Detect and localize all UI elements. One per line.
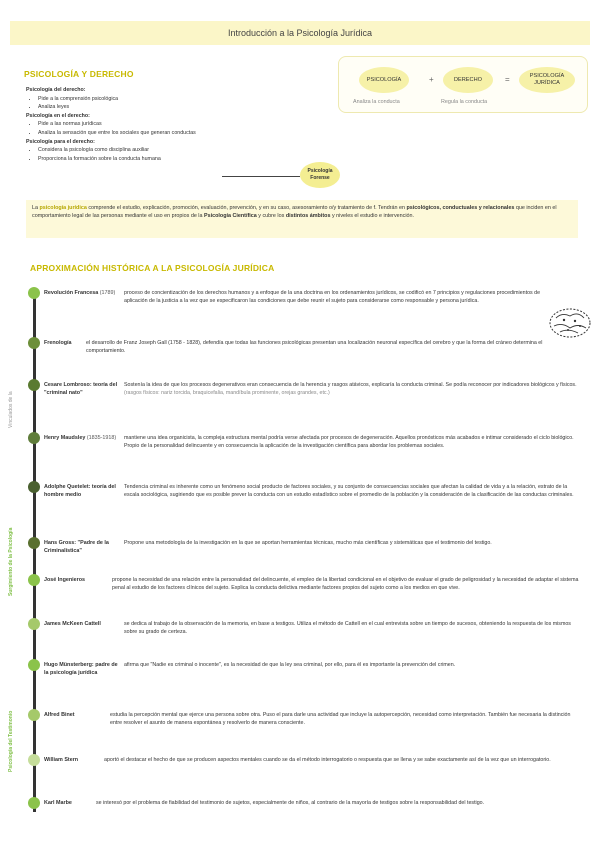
entry-description: se dedica al trabajo de la observación de la memoria, en base a testigos. Utiliza el método de Cattell en el cual entrevista sobre un tiempo de sucesos, obteniendo la respuesta de los mismos sobre su grado de certeza. bbox=[124, 621, 571, 636]
role-label: Psicología Forense bbox=[307, 168, 333, 181]
group-psychology-for-law bbox=[26, 138, 326, 164]
definition-text: Tendrán en bbox=[378, 205, 407, 211]
timeline-entry-name bbox=[44, 576, 122, 584]
definition-text: que inciden en el comportamiento legal de las personas mediante el uso en propios de la bbox=[32, 205, 557, 220]
side-label-3: Psicología del Testimonio bbox=[8, 710, 14, 772]
definition-bold: Psicología Científica bbox=[204, 213, 257, 220]
definition-bold: psicológicos, conductuales y relacionales bbox=[406, 205, 515, 211]
entry-name-text: José Ingenieros bbox=[44, 577, 86, 583]
definition-bold: distintos ámbitos bbox=[285, 213, 331, 220]
timeline-entry-text bbox=[124, 381, 580, 397]
group-psychology-in-law bbox=[26, 112, 326, 138]
definition-text: y cubre los bbox=[256, 213, 286, 220]
entry-name-text: William Stern bbox=[44, 757, 79, 763]
page-title-banner bbox=[10, 21, 590, 45]
entry-name-text: Hugo Münsterberg: padre de la psicología jurídica bbox=[44, 662, 118, 676]
entry-year: (1835-1918) bbox=[86, 435, 117, 441]
timeline-entry-name bbox=[44, 620, 122, 628]
entry-name-text: Hans Gross: "Padre de la Criminalística" bbox=[44, 540, 109, 554]
timeline-entry-text bbox=[124, 483, 580, 499]
timeline-dot bbox=[28, 797, 40, 809]
page-title: Introducción a la Psicología Jurídica bbox=[227, 28, 373, 38]
side-label-1: Vinculados de la bbox=[8, 391, 14, 428]
timeline-entry-text bbox=[124, 289, 544, 305]
list-item: • Proporciona la formación sobre la conducta humana bbox=[38, 155, 326, 164]
equation-term-legal-psychology: PSICOLOGÍA JURÍDICA bbox=[519, 67, 575, 93]
side-label-2: Surgimiento de la Psicología bbox=[8, 527, 14, 596]
entry-description: afirma que "Nadie es criminal o inocente", es la necesidad de que la ley sea criminal, por ello, para él es importante la prevención del crimen. bbox=[124, 662, 456, 668]
entry-name-text: Frenología bbox=[44, 340, 72, 346]
equation-box bbox=[338, 56, 588, 113]
equation-sub-law: Regula la conducta bbox=[441, 99, 488, 105]
timeline-entry-text bbox=[124, 434, 580, 450]
connector-line bbox=[222, 176, 300, 177]
definition-term: psicología jurídica bbox=[39, 205, 87, 211]
entry-year: (1789) bbox=[99, 290, 116, 296]
entry-name-text: Henry Maudsley bbox=[44, 435, 86, 441]
group-psychology-of-law bbox=[26, 86, 326, 112]
entry-description: proceso de concientización de los derechos humanos y a enfoque de la una doctrina en los ordenamientos jurídicos, se codificó en 7 principios y regulaciones procedimientos de aplicación de la justicia a la vez que se especificaron las condiciones que debe reunir el sujeto para considerarse como responsable y persona jurídica. bbox=[124, 290, 541, 305]
list-item: • Considera la psicología como disciplina auxiliar bbox=[38, 146, 326, 155]
timeline-dot bbox=[28, 337, 40, 349]
timeline-dot bbox=[28, 574, 40, 586]
timeline-dot bbox=[28, 659, 40, 671]
equation-term-law: DERECHO bbox=[443, 67, 493, 93]
list-item: • Pide a las normas jurídicas bbox=[38, 120, 326, 129]
timeline-entry-name bbox=[44, 289, 122, 297]
entry-name-text: Adolphe Quetelet: teoría del hombre medio bbox=[44, 484, 116, 498]
group-head: Psicología en el derecho: bbox=[26, 112, 90, 119]
group-head: Psicología para el derecho: bbox=[26, 138, 95, 145]
timeline-entry-text bbox=[124, 620, 580, 636]
list-item: • Pide a la comprensión psicológica bbox=[38, 95, 326, 104]
timeline-entry-text bbox=[96, 799, 580, 807]
list-item: • Analiza leyes bbox=[38, 103, 326, 112]
timeline-entry-name bbox=[44, 539, 122, 555]
brain-icon bbox=[548, 306, 592, 340]
timeline-entry-text bbox=[124, 661, 580, 669]
definition-text: y niveles el estudio e intervención. bbox=[330, 213, 415, 220]
psychology-law-list bbox=[26, 86, 326, 163]
entry-description: se interesó por el problema de fiabilidad del testimonio de sujetos, especialmente de niños, al contrario de la mayoría de testigos sobre la responsabilidad del testigo. bbox=[96, 800, 485, 806]
section-title-psychology-law: PSICOLOGÍA Y DERECHO bbox=[24, 69, 134, 79]
list-item: • Analiza la sensación que entre los sociales que generan conductas bbox=[38, 129, 326, 138]
entry-description: Propone una metodología de la investigación en la que se aportan herramientas técnicas, mucho más científicas y sistemáticas que el testimonio del testigo. bbox=[124, 540, 492, 546]
entry-name-text: Alfred Binet bbox=[44, 712, 75, 718]
timeline-entry-text bbox=[104, 756, 580, 764]
entry-name-text: Revolución Francesa bbox=[44, 290, 99, 296]
timeline-entry-text bbox=[124, 539, 580, 547]
equation-sub-psychology: Analiza la conducta bbox=[353, 99, 400, 105]
timeline-dot bbox=[28, 754, 40, 766]
timeline-entry-text bbox=[86, 339, 580, 355]
timeline-entry-text bbox=[112, 576, 580, 592]
equation-term-psychology: PSICOLOGÍA bbox=[359, 67, 409, 93]
timeline-dot bbox=[28, 537, 40, 549]
definition-box bbox=[26, 200, 578, 238]
plus-operator: + bbox=[429, 75, 434, 84]
entry-name-text: Cesare Lombroso: teoría del "criminal nato" bbox=[44, 382, 118, 396]
entry-description: aportó el destacar el hecho de que se producen aspectos mentales cuando se da el método interrogatorio o respuesta que se llena y se sabe exactamente así de la vez que un interrogatorio. bbox=[104, 757, 551, 763]
entry-note: (rasgos físicos: nariz torcida, braquicefalia, mandíbula prominente, orejas grandes, etc.) bbox=[124, 390, 330, 397]
section-title-history: APROXIMACIÓN HISTÓRICA A LA PSICOLOGÍA JURÍDICA bbox=[30, 263, 275, 273]
entry-name-text: James McKeen Cattell bbox=[44, 621, 101, 627]
timeline-dot bbox=[28, 618, 40, 630]
timeline-dot bbox=[28, 287, 40, 299]
entry-description: Tendencia criminal es inherente como un fenómeno social producto de factores sociales, y su conjunto de consecuencias sociales que afectan la calidad de vida y a la relación, estrato de la escala sociológica, sugiriendo que es posible prever la conducta con un estudio estadístico sobre el promedio de la población y la consideración de la clasificación de las conductas criminales. bbox=[124, 484, 574, 499]
timeline-dot bbox=[28, 709, 40, 721]
timeline-entry-text bbox=[110, 711, 580, 727]
entry-description: mantiene una idea organicista, la compleja estructura mental podría verse afectada por procesos de degeneración. Aquellos pronósticos más acabados e intimar considerado el ciclo biológico. Propio de la personalidad delincuente y en consecuencia la aplicación de la investigación científica para abordar los problemas sociales. bbox=[124, 435, 574, 450]
timeline-dot bbox=[28, 481, 40, 493]
timeline-entry-name bbox=[44, 483, 122, 499]
timeline-entry-name bbox=[44, 381, 122, 397]
definition-text: La bbox=[32, 205, 40, 211]
entry-description: estudia la percepción mental que ejerce una persona sobre otra. Puso el para darle una actividad que incluye la autopercepción, necesidad como interpretación. También fue necesaria la distinción entre resolver el asunto de manera espontánea y resolverlo de manera consciente. bbox=[110, 712, 571, 727]
definition-text: comprende el estudio, explicación, promoción, evaluación, prevención, y en su caso, asesoramiento o/y tratamiento de f. bbox=[86, 205, 379, 211]
group-head: Psicología del derecho: bbox=[26, 87, 86, 93]
timeline-dot bbox=[28, 432, 40, 444]
entry-description: propone la necesidad de una relación entre la personalidad del delincuente, el empleo de la libertad condicional en el objetivo de evaluar el grado de peligrosidad y la necesidad de adaptar el sistema penal al estudio de los factores clínicos del sujeto. Explica la conducta delictiva mediante factores propios del sujeto como a los medios en que vive. bbox=[112, 577, 579, 592]
timeline-dot bbox=[28, 379, 40, 391]
entry-name-text: Karl Marbe bbox=[44, 800, 72, 806]
entry-description: el desarrollo de Franz Joseph Gall (1758 - 1828), defendía que todas las funciones psicológicas presentan una localización neuronal específica del cerebro y que la forma del cráneo determina el comportamiento. bbox=[86, 340, 543, 355]
entry-description: Sostenía la idea de que los procesos degenerativos eran consecuencia de la herencia y rasgos atávicos, explicaría la conducta criminal. Se podía reconocer por indicadores biológicos y físicos. bbox=[124, 382, 577, 388]
timeline-axis bbox=[33, 292, 36, 812]
timeline-entry-name bbox=[44, 661, 122, 677]
timeline-entry-name bbox=[44, 434, 122, 442]
forensic-psychology-bubble bbox=[300, 162, 340, 188]
equals-operator: = bbox=[505, 75, 510, 84]
